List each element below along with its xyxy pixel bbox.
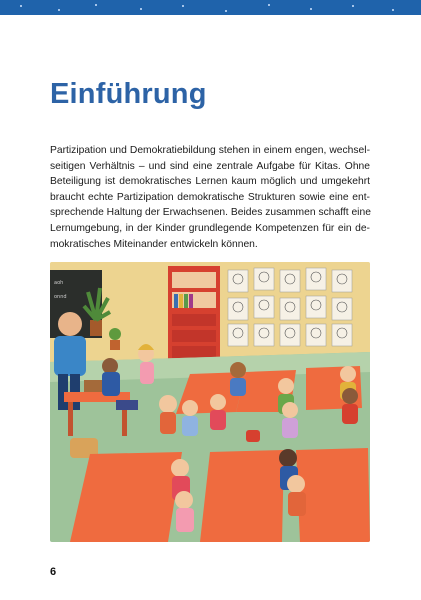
page-number: 6	[50, 566, 57, 578]
paragraph-line: seitigen Verhältnis – und sind eine zentrale Aufgabe für Kitas. Ohne	[50, 160, 370, 172]
classroom-illustration	[50, 262, 370, 542]
teacher-body	[54, 336, 86, 376]
paragraph-line: sprechende Haltung der Erwachsenen. Beides zusammen schafft eine	[50, 207, 371, 219]
paragraph-line: braucht echte Partizipation demokratische Strukturen sowie eine ent-	[50, 191, 370, 203]
kids-drawings	[228, 268, 352, 346]
teacher-head	[58, 312, 82, 336]
top-decorative-band	[0, 0, 421, 15]
svg-text:onnd: onnd	[54, 294, 67, 300]
paragraph-line: Lernumgebung, in der Kinder grundlegende Kompetenzen für ein de-	[50, 222, 370, 234]
paragraph-line: mokratisches Miteinander entwickeln können.	[50, 238, 258, 250]
paragraph-line: Partizipation und Demokratiebildung stehen in einem engen, wechsel-	[50, 145, 370, 156]
plant-pot	[90, 320, 102, 336]
page-title: Einführung	[50, 78, 207, 110]
paragraph-line: Beteiligung ist demokratisches Lernen kaum möglich und umgekehrt	[50, 176, 370, 188]
svg-text:aoh: aoh	[54, 280, 64, 286]
intro-paragraph	[50, 143, 370, 252]
